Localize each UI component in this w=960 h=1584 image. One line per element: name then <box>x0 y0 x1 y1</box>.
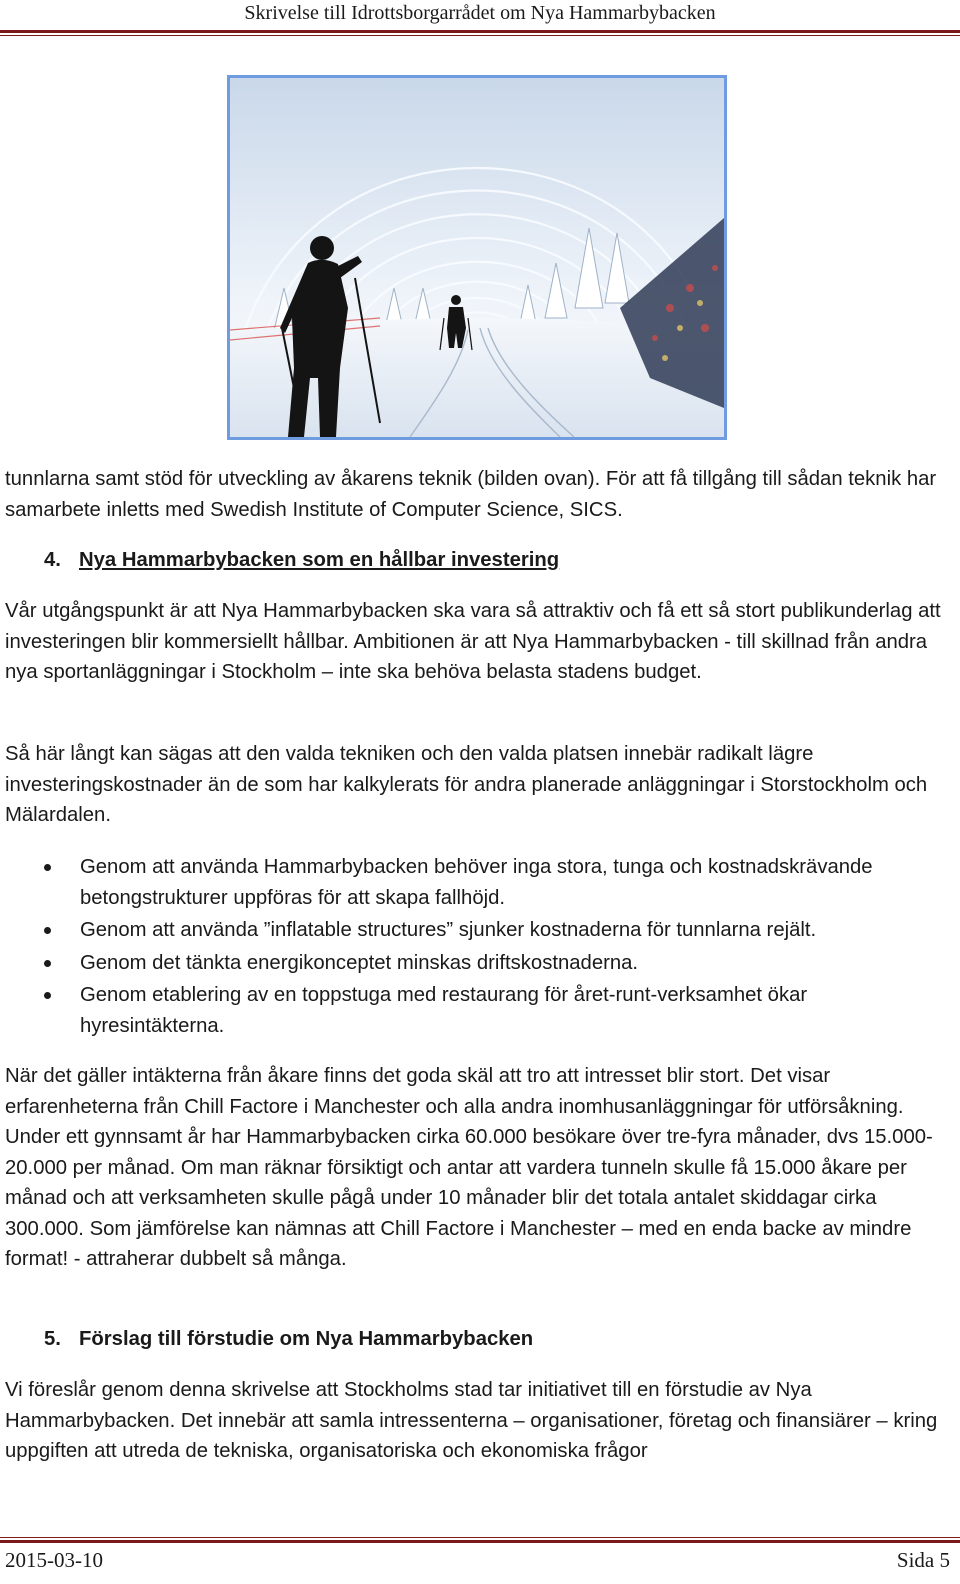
ski-tunnel-image <box>230 78 724 437</box>
section-heading-5 <box>44 1324 533 1354</box>
paragraph-proposal: Vi föreslår genom denna skrivelse att Stockholms stad tar initiativet till en förstudie av Nya Hammarbybacken. Det innebär att samla intressenterna – organisationer, företag och finansiärer – kring uppgiften att utreda de tekniska, organisatoriska och ekonomiska frågor <box>5 1379 938 1462</box>
list-item <box>0 915 950 946</box>
footer-rule <box>0 1540 960 1543</box>
paragraph-costs: Så här långt kan sägas att den valda tekniken och den valda platsen innebär radikalt lägre investeringskostnader än de som har kalkylerats för andra planerade anläggningar i Storstockholm och Mälardalen. <box>5 743 928 826</box>
bullet-icon <box>44 864 51 871</box>
list-item <box>0 980 950 1041</box>
section-number: 4. <box>44 549 61 571</box>
footer-rule-thin <box>0 1537 960 1538</box>
section-heading-4 <box>44 545 559 575</box>
section-title: Nya Hammarbybacken som en hållbar investering <box>79 549 560 571</box>
page-number: Sida 5 <box>896 1548 950 1572</box>
bullet-icon <box>44 927 51 934</box>
list-item-text: Genom det tänkta energikonceptet minskas driftskostnaderna. <box>80 951 639 974</box>
paragraph-revenue: När det gäller intäkterna från åkare finns det goda skäl att tro att intresset blir stort. Det visar erfarenheterna från Chill Factore i Manchester och alla andra inomhusanläggningar för utförsåkning. Under ett gynnsamt år har Hammarbybacken cirka 60.000 besökare över tre-fyra månader, dvs 15.000-20.000 per månad. Om man räknar försiktigt och antar att vardera tunneln skulle få 15.000 åkare per månad och att verksamheten skulle pågå under 10 månader blir det totala antalet skiddagar cirka 300.000. Som jämförelse kan nämnas att Chill Factore i Manchester – med en enda backe av mindre format! - attraherar dubbelt så många. <box>5 1065 933 1270</box>
section-number: 5. <box>44 1328 61 1350</box>
page-header: Skrivelse till Idrottsborgarrådet om Nya Hammarbybacken <box>244 2 716 24</box>
list-item-text: Genom etablering av en toppstuga med restaurang för året-runt-verksamhet ökar hyresintäkterna. <box>80 984 808 1037</box>
list-item <box>0 852 950 913</box>
section-title: Förslag till förstudie om Nya Hammarbybacken <box>79 1328 534 1350</box>
ski-tunnel-illustration <box>227 75 727 440</box>
bullet-icon <box>44 992 51 999</box>
list-item-text: Genom att använda ”inflatable structures” sjunker kostnaderna för tunnlarna rejält. <box>80 919 817 941</box>
list-item <box>0 948 950 979</box>
intro-paragraph: tunnlarna samt stöd för utveckling av åkarens teknik (bilden ovan). För att få tillgång till sådan teknik har samarbete inletts med Swedish Institute of Computer Science, SICS. <box>5 468 937 521</box>
paragraph-investment: Vår utgångspunkt är att Nya Hammarbybacken ska vara så attraktiv och få ett så stort publikunderlag att investeringen blir kommersiellt hållbar. Ambitionen är att Nya Hammarbybacken - till skillnad från andra nya sportanläggningar i Stockholm – inte ska behöva belasta stadens budget. <box>5 600 941 683</box>
bullet-icon <box>44 960 51 967</box>
bullet-list <box>0 852 950 1043</box>
footer-date: 2015-03-10 <box>5 1548 103 1572</box>
header-rule-thin <box>0 35 960 36</box>
list-item-text: Genom att använda Hammarbybacken behöver inga stora, tunga och kostnadskrävande betongstrukturer uppföras för att skapa fallhöjd. <box>80 856 873 909</box>
header-rule <box>0 30 960 33</box>
